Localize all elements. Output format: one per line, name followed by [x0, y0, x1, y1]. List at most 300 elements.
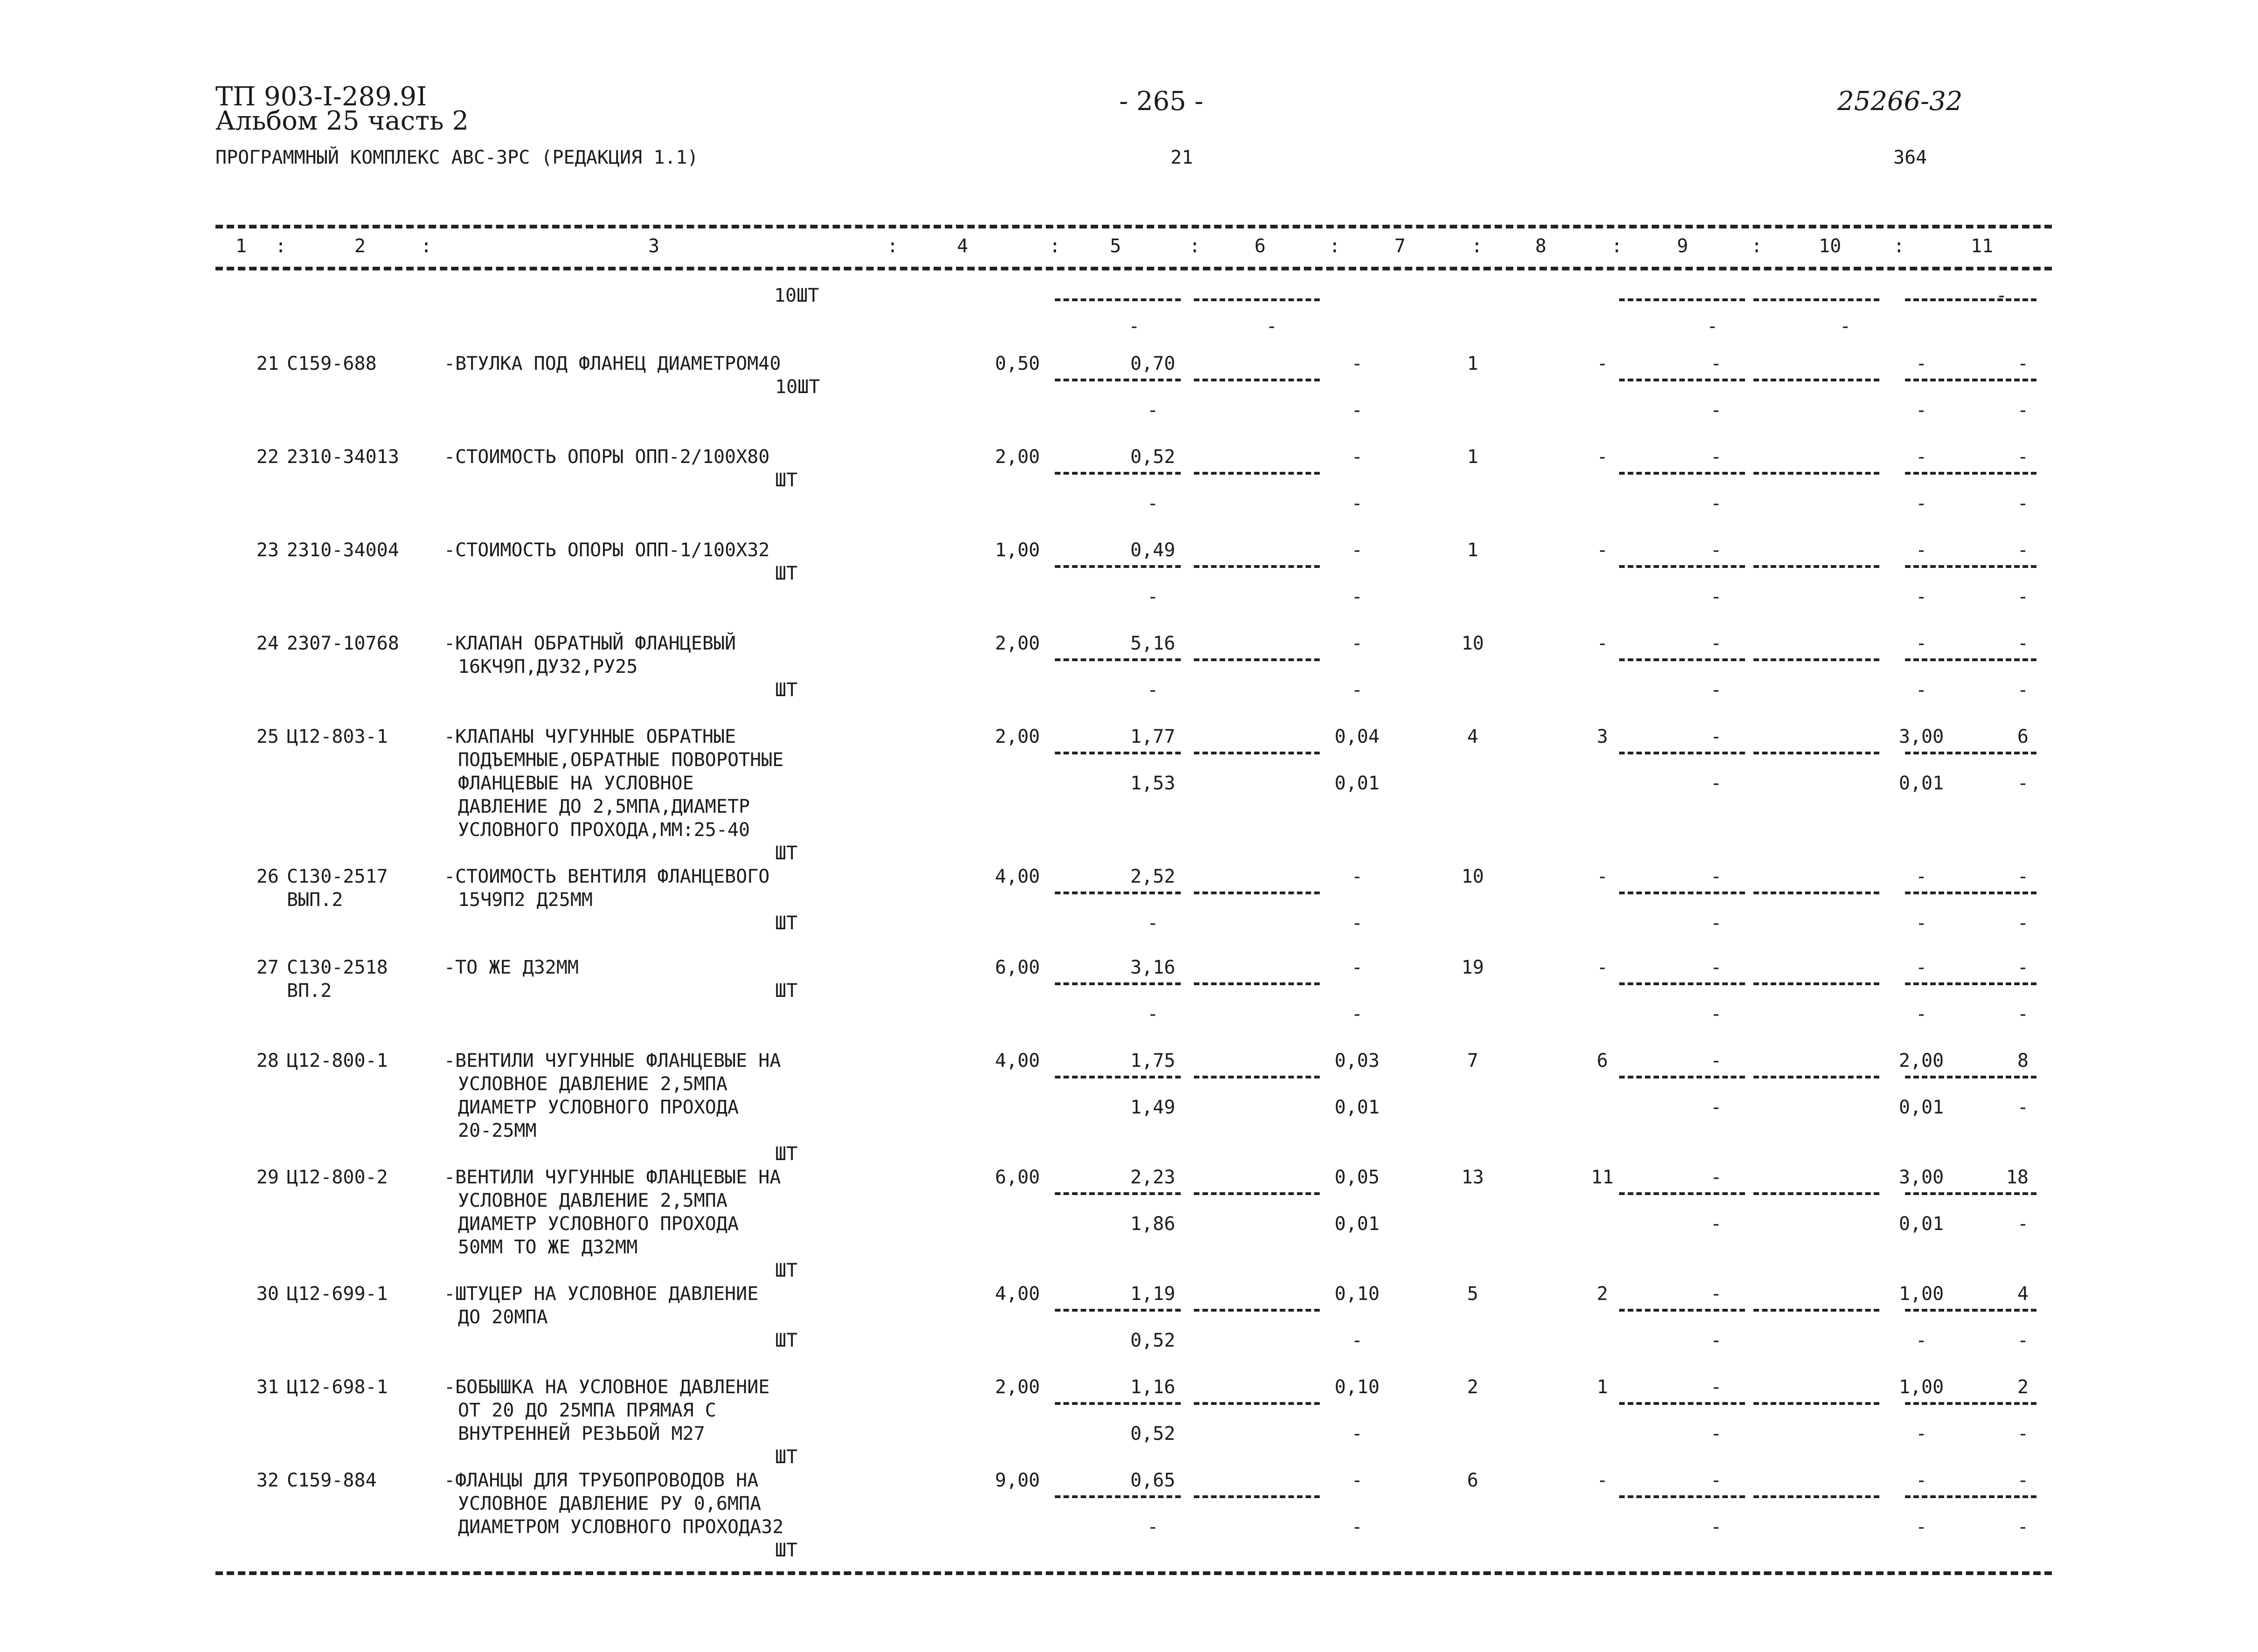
wages-cost: - — [1596, 353, 1608, 374]
subtotal-dashes — [1619, 1076, 1745, 1078]
subtotal-dashes — [1055, 1402, 1181, 1405]
operation-cost-secondary: - — [1351, 912, 1363, 934]
col10-value: 1,00 — [1898, 1283, 1944, 1305]
wages-cost: 11 — [1591, 1167, 1614, 1188]
resource-code: ВЫП.2 — [287, 889, 343, 911]
item-description: -ФЛАНЦЫ ДЛЯ ТРУБОПРОВОДОВ НА — [444, 1470, 759, 1491]
unit-cost: 5,16 — [1130, 633, 1176, 654]
col9-value: - — [1710, 1050, 1722, 1071]
operation-cost-secondary: - — [1351, 1423, 1363, 1445]
col9-secondary: - — [1710, 773, 1722, 794]
unit-cost-secondary: - — [1147, 912, 1159, 934]
subtotal-dashes — [1619, 1495, 1745, 1498]
unit-of-measure: ШТ — [775, 912, 798, 934]
col9-value: - — [1710, 957, 1722, 978]
item-description: -КЛАПАНЫ ЧУГУННЫЕ ОБРАТНЫЕ — [444, 726, 736, 747]
unit-cost-secondary: - — [1147, 679, 1159, 701]
subtotal-dashes — [1194, 379, 1320, 381]
col11-value: 4 — [2017, 1283, 2029, 1305]
unit-of-measure: ШТ — [775, 1260, 798, 1281]
operation-cost-secondary: 0,01 — [1334, 1097, 1380, 1118]
subtotal-dashes — [1619, 982, 1745, 985]
empty-value-mark: - — [1129, 316, 1140, 337]
col10-value: - — [1915, 1470, 1927, 1491]
item-description: -СТОИМОСТЬ ВЕНТИЛЯ ФЛАНЦЕВОГО — [444, 866, 770, 887]
col11-secondary: - — [2017, 1097, 2029, 1118]
subtotal-dashes — [1753, 892, 1879, 894]
operation-cost-secondary: - — [1351, 1003, 1363, 1025]
subtotal-dashes — [1753, 1495, 1879, 1498]
col9-secondary: - — [1710, 400, 1722, 421]
resource-code: Ц12-800-2 — [287, 1167, 388, 1188]
subtotal-dashes — [1194, 892, 1320, 894]
total-cost: 13 — [1461, 1167, 1484, 1188]
resource-code: 2307-10768 — [287, 633, 399, 654]
resource-code: Ц12-800-1 — [287, 1050, 388, 1071]
col10-secondary: - — [1915, 400, 1927, 421]
col11-secondary: - — [2017, 1213, 2029, 1235]
col9-secondary: - — [1710, 1097, 1722, 1118]
col10-secondary: - — [1915, 679, 1927, 701]
sheet-number: 21 — [1171, 147, 1193, 168]
resource-code: 2310-34004 — [287, 539, 399, 561]
subtotal-dashes — [1194, 752, 1320, 754]
item-description: 20-25ММ — [458, 1120, 537, 1141]
col11-secondary: - — [2017, 1330, 2029, 1351]
subtotal-dashes — [1055, 472, 1181, 475]
column-header-2: 2 — [354, 235, 366, 257]
operation-cost: 0,05 — [1334, 1167, 1380, 1188]
operation-cost: 0,03 — [1334, 1050, 1380, 1071]
col9-secondary: - — [1710, 1423, 1722, 1445]
subtotal-dashes — [1619, 658, 1745, 661]
item-description: -ВТУЛКА ПОД ФЛАНЕЦ ДИАМЕТРОМ40 — [444, 353, 781, 374]
row-number: 24 — [256, 633, 279, 654]
col11-value: - — [2017, 539, 2029, 561]
item-description: ДИАМЕТРОМ УСЛОВНОГО ПРОХОДА32 — [458, 1516, 784, 1538]
continuation-unit: 10ШТ — [774, 285, 819, 306]
unit-of-measure: ШТ — [775, 563, 798, 584]
col10-secondary: - — [1915, 586, 1927, 608]
col10-secondary: 0,01 — [1898, 773, 1944, 794]
column-header-rule — [215, 267, 2052, 270]
wages-cost: 6 — [1596, 1050, 1608, 1071]
subtotal-dashes — [1753, 1309, 1879, 1312]
subtotal-dashes — [1905, 658, 2036, 661]
empty-value-mark: - — [1707, 316, 1718, 337]
total-cost: 4 — [1467, 726, 1479, 747]
col11-secondary: - — [2017, 1423, 2029, 1445]
row-number: 26 — [256, 866, 279, 887]
quantity: 6,00 — [995, 957, 1040, 978]
quantity: 2,00 — [995, 446, 1040, 468]
wages-cost: - — [1596, 1470, 1608, 1491]
total-cost: 6 — [1467, 1470, 1479, 1491]
col11-value: 6 — [2017, 726, 2029, 747]
column-separator: : — [887, 235, 899, 257]
col11-secondary: - — [2017, 912, 2029, 934]
column-header-3: 3 — [648, 235, 660, 257]
subtotal-dashes — [1753, 752, 1879, 754]
operation-cost-secondary: - — [1351, 1330, 1363, 1351]
operation-cost: - — [1351, 866, 1363, 887]
operation-cost: - — [1351, 957, 1363, 978]
row-number: 21 — [256, 353, 279, 374]
col11-secondary: - — [2017, 1003, 2029, 1025]
unit-cost: 2,52 — [1130, 866, 1176, 887]
col11-value: 18 — [2006, 1167, 2029, 1188]
wages-cost: - — [1596, 539, 1608, 561]
subtotal-dashes — [1905, 379, 2036, 381]
unit-cost: 0,65 — [1130, 1470, 1176, 1491]
item-description: 50ММ ТО ЖЕ Д32ММ — [458, 1237, 638, 1258]
subtotal-dashes — [1753, 298, 1879, 301]
unit-of-measure: ШТ — [775, 470, 798, 491]
col9-value: - — [1710, 726, 1722, 747]
subtotal-dashes — [1905, 1309, 2036, 1312]
resource-code: Ц12-803-1 — [287, 726, 388, 747]
column-separator: : — [1611, 235, 1623, 257]
quantity: 0,50 — [995, 353, 1040, 374]
unit-cost: 3,16 — [1130, 957, 1176, 978]
resource-code: Ц12-699-1 — [287, 1283, 388, 1305]
item-description: -БОБЫШКА НА УСЛОВНОЕ ДАВЛЕНИЕ — [444, 1376, 770, 1398]
quantity: 6,00 — [995, 1167, 1040, 1188]
col10-secondary: 0,01 — [1898, 1097, 1944, 1118]
subtotal-dashes — [1619, 298, 1745, 301]
total-cost: 2 — [1467, 1376, 1479, 1398]
subtotal-dashes — [1619, 892, 1745, 894]
subtotal-dashes — [1055, 752, 1181, 754]
unit-cost-secondary: 1,86 — [1130, 1213, 1176, 1235]
col10-value: - — [1915, 539, 1927, 561]
subtotal-dashes — [1055, 1495, 1181, 1498]
page-number: - 265 - — [1119, 86, 1204, 117]
col9-value: - — [1710, 353, 1722, 374]
item-description: ДО 20МПА — [458, 1306, 548, 1328]
operation-cost: - — [1351, 353, 1363, 374]
col9-value: - — [1710, 633, 1722, 654]
unit-cost-secondary: 1,49 — [1130, 1097, 1176, 1118]
subtotal-dashes — [1194, 982, 1320, 985]
total-cost: 19 — [1461, 957, 1484, 978]
operation-cost: - — [1351, 446, 1363, 468]
item-description: ОТ 20 ДО 25МПА ПРЯМАЯ С — [458, 1400, 716, 1421]
total-cost: 1 — [1467, 539, 1479, 561]
subtotal-dashes — [1619, 1402, 1745, 1405]
total-cost: 1 — [1467, 446, 1479, 468]
subtotal-dashes — [1194, 565, 1320, 568]
quantity: 4,00 — [995, 866, 1040, 887]
operation-cost-secondary: - — [1351, 586, 1363, 608]
item-description: УСЛОВНОЕ ДАВЛЕНИЕ 2,5МПА — [458, 1073, 727, 1095]
table-bottom-rule — [215, 1571, 2052, 1575]
sheet-total: 364 — [1893, 147, 1927, 168]
col9-secondary: - — [1710, 1516, 1722, 1538]
subtotal-dashes — [1619, 1192, 1745, 1195]
subtotal-dashes — [1905, 1192, 2036, 1195]
wages-cost: - — [1596, 957, 1608, 978]
col11-value: - — [2017, 353, 2029, 374]
subtotal-dashes — [1619, 379, 1745, 381]
row-number: 29 — [256, 1167, 279, 1188]
col10-secondary: - — [1915, 912, 1927, 934]
column-header-7: 7 — [1394, 235, 1406, 257]
column-header-11: 11 — [1971, 235, 1994, 257]
total-cost: 7 — [1467, 1050, 1479, 1071]
subtotal-dashes — [1055, 1192, 1181, 1195]
col10-value: - — [1915, 446, 1927, 468]
col10-secondary: - — [1915, 1516, 1927, 1538]
empty-value-mark: - — [1266, 316, 1278, 337]
col10-secondary: - — [1915, 1003, 1927, 1025]
subtotal-dashes — [1194, 1076, 1320, 1078]
resource-code: Ц12-698-1 — [287, 1376, 388, 1398]
item-description: 16КЧ9П,ДУ32,РУ25 — [458, 656, 638, 677]
col9-secondary: - — [1710, 1330, 1722, 1351]
col11-value: - — [2017, 1470, 2029, 1491]
column-header-10: 10 — [1819, 235, 1842, 257]
item-description: ФЛАНЦЕВЫЕ НА УСЛОВНОЕ — [458, 773, 694, 794]
item-description: УСЛОВНОЕ ДАВЛЕНИЕ 2,5МПА — [458, 1190, 727, 1211]
quantity: 4,00 — [995, 1050, 1040, 1071]
operation-cost: 0,10 — [1334, 1376, 1380, 1398]
subtotal-dashes — [1619, 752, 1745, 754]
col10-value: - — [1915, 633, 1927, 654]
item-description: ДАВЛЕНИЕ ДО 2,5МПА,ДИАМЕТР — [458, 796, 750, 817]
wages-cost: 1 — [1596, 1376, 1608, 1398]
subtotal-dashes — [1055, 1076, 1181, 1078]
col9-value: - — [1710, 1470, 1722, 1491]
subtotal-dashes — [1619, 565, 1745, 568]
operation-cost-secondary: - — [1351, 493, 1363, 514]
column-separator: : — [1189, 235, 1201, 257]
col9-value: - — [1710, 1167, 1722, 1188]
item-description: 15Ч9П2 Д25ММ — [458, 889, 593, 911]
row-number: 27 — [256, 957, 279, 978]
subtotal-dashes — [1753, 379, 1879, 381]
empty-value-mark: - — [1840, 316, 1851, 337]
col10-value: - — [1915, 957, 1927, 978]
row-number: 22 — [256, 446, 279, 468]
subtotal-dashes — [1905, 982, 2036, 985]
wages-cost: - — [1596, 446, 1608, 468]
wages-cost: 3 — [1596, 726, 1608, 747]
subtotal-dashes — [1055, 982, 1181, 985]
unit-of-measure: ШТ — [775, 1540, 798, 1561]
col9-secondary: - — [1710, 912, 1722, 934]
item-description: -ВЕНТИЛИ ЧУГУННЫЕ ФЛАНЦЕВЫЕ НА — [444, 1167, 781, 1188]
col11-value: - — [2017, 446, 2029, 468]
subtotal-dashes — [1194, 1309, 1320, 1312]
unit-of-measure: ШТ — [775, 1446, 798, 1468]
wages-cost: - — [1596, 633, 1608, 654]
resource-code: ВП.2 — [287, 980, 332, 1002]
col11-secondary: - — [2017, 679, 2029, 701]
program-title: ПРОГРАММНЫЙ КОМПЛЕКС АВС-ЗРС (РЕДАКЦИЯ 1.1) — [215, 147, 699, 168]
item-description: -ВЕНТИЛИ ЧУГУННЫЕ ФЛАНЦЕВЫЕ НА — [444, 1050, 781, 1071]
col9-secondary: - — [1710, 1213, 1722, 1235]
operation-cost-secondary: - — [1351, 1516, 1363, 1538]
subtotal-dashes — [1905, 472, 2036, 475]
row-number: 31 — [256, 1376, 279, 1398]
col10-value: 3,00 — [1898, 1167, 1944, 1188]
subtotal-dashes — [1905, 298, 2036, 301]
subtotal-dashes — [1753, 472, 1879, 475]
col11-value: - — [2017, 633, 2029, 654]
operation-cost: - — [1351, 539, 1363, 561]
subtotal-dashes — [1194, 472, 1320, 475]
subtotal-dashes — [1905, 1495, 2036, 1498]
item-description: -ТО ЖЕ Д32ММ — [444, 957, 579, 978]
document-code: ТП 903-I-289.9I — [215, 82, 427, 112]
resource-code: С130-2518 — [287, 957, 388, 978]
unit-cost-secondary: - — [1147, 1003, 1159, 1025]
column-separator: : — [275, 235, 287, 257]
col11-value: 8 — [2017, 1050, 2029, 1071]
subtotal-dashes — [1055, 1309, 1181, 1312]
col11-secondary: - — [2017, 586, 2029, 608]
col10-secondary: - — [1915, 493, 1927, 514]
col9-value: - — [1710, 446, 1722, 468]
subtotal-dashes — [1055, 298, 1181, 301]
column-header-6: 6 — [1254, 235, 1266, 257]
row-number: 23 — [256, 539, 279, 561]
item-description: ВНУТРЕННЕЙ РЕЗЬБОЙ М27 — [458, 1423, 705, 1445]
operation-cost: 0,04 — [1334, 726, 1380, 747]
quantity: 2,00 — [995, 726, 1040, 747]
unit-cost: 2,23 — [1130, 1167, 1176, 1188]
item-description: -СТОИМОСТЬ ОПОРЫ ОПП-2/100Х80 — [444, 446, 770, 468]
subtotal-dashes — [1055, 658, 1181, 661]
row-number: 25 — [256, 726, 279, 747]
unit-cost: 1,75 — [1130, 1050, 1176, 1071]
subtotal-dashes — [1905, 1402, 2036, 1405]
subtotal-dashes — [1194, 1495, 1320, 1498]
quantity: 2,00 — [995, 1376, 1040, 1398]
total-cost: 5 — [1467, 1283, 1479, 1305]
col9-value: - — [1710, 866, 1722, 887]
subtotal-dashes — [1905, 752, 2036, 754]
column-header-4: 4 — [957, 235, 969, 257]
unit-cost-secondary: 1,53 — [1130, 773, 1176, 794]
resource-code: С159-688 — [287, 353, 377, 374]
unit-cost: 1,19 — [1130, 1283, 1176, 1305]
item-description: -ШТУЦЕР НА УСЛОВНОЕ ДАВЛЕНИЕ — [444, 1283, 759, 1305]
quantity: 2,00 — [995, 633, 1040, 654]
item-description: -КЛАПАН ОБРАТНЫЙ ФЛАНЦЕВЫЙ — [444, 633, 736, 654]
unit-cost: 0,49 — [1130, 539, 1176, 561]
subtotal-dashes — [1619, 472, 1745, 475]
resource-code: С159-884 — [287, 1470, 377, 1491]
album-label: Альбом 25 часть 2 — [215, 106, 469, 136]
col10-value: 2,00 — [1898, 1050, 1944, 1071]
subtotal-dashes — [1055, 379, 1181, 381]
empty-value-mark: - — [1996, 285, 2008, 306]
item-description: ДИАМЕТР УСЛОВНОГО ПРОХОДА — [458, 1097, 739, 1118]
col11-secondary: - — [2017, 400, 2029, 421]
column-separator: : — [1893, 235, 1905, 257]
col10-value: - — [1915, 353, 1927, 374]
wages-cost: - — [1596, 866, 1608, 887]
col9-secondary: - — [1710, 1003, 1722, 1025]
total-cost: 10 — [1461, 633, 1484, 654]
column-header-5: 5 — [1110, 235, 1122, 257]
subtotal-dashes — [1753, 1076, 1879, 1078]
operation-cost: - — [1351, 1470, 1363, 1491]
resource-code: С130-2517 — [287, 866, 388, 887]
operation-cost-secondary: - — [1351, 400, 1363, 421]
column-header-9: 9 — [1677, 235, 1689, 257]
subtotal-dashes — [1753, 982, 1879, 985]
col10-secondary: - — [1915, 1330, 1927, 1351]
subtotal-dashes — [1055, 892, 1181, 894]
unit-of-measure: ШТ — [775, 1330, 798, 1351]
subtotal-dashes — [1194, 1402, 1320, 1405]
col10-secondary: 0,01 — [1898, 1213, 1944, 1235]
quantity: 1,00 — [995, 539, 1040, 561]
col10-secondary: - — [1915, 1423, 1927, 1445]
col9-value: - — [1710, 1376, 1722, 1398]
subtotal-dashes — [1753, 565, 1879, 568]
unit-cost-secondary: - — [1147, 493, 1159, 514]
col9-secondary: - — [1710, 586, 1722, 608]
quantity: 4,00 — [995, 1283, 1040, 1305]
unit-cost: 1,16 — [1130, 1376, 1176, 1398]
col11-secondary: - — [2017, 1516, 2029, 1538]
operation-cost-secondary: 0,01 — [1334, 1213, 1380, 1235]
unit-cost-secondary: - — [1147, 400, 1159, 421]
item-description: УСЛОВНОГО ПРОХОДА,ММ:25-40 — [458, 819, 750, 841]
col11-value: - — [2017, 866, 2029, 887]
unit-cost-secondary: - — [1147, 586, 1159, 608]
subtotal-dashes — [1905, 892, 2036, 894]
subtotal-dashes — [1753, 1192, 1879, 1195]
subtotal-dashes — [1619, 1309, 1745, 1312]
col9-secondary: - — [1710, 679, 1722, 701]
total-cost: 1 — [1467, 353, 1479, 374]
column-separator: : — [1049, 235, 1061, 257]
unit-cost-secondary: 0,52 — [1130, 1330, 1176, 1351]
column-separator: : — [1751, 235, 1763, 257]
item-description: -СТОИМОСТЬ ОПОРЫ ОПП-1/100Х32 — [444, 539, 770, 561]
item-description: ДИАМЕТР УСЛОВНОГО ПРОХОДА — [458, 1213, 739, 1235]
column-header-8: 8 — [1535, 235, 1547, 257]
subtotal-dashes — [1194, 298, 1320, 301]
col11-value: - — [2017, 957, 2029, 978]
item-description: ПОДЪЕМНЫЕ,ОБРАТНЫЕ ПОВОРОТНЫЕ — [458, 749, 784, 771]
column-separator: : — [1329, 235, 1341, 257]
wages-cost: 2 — [1596, 1283, 1608, 1305]
unit-cost: 1,77 — [1130, 726, 1176, 747]
col9-value: - — [1710, 539, 1722, 561]
subtotal-dashes — [1194, 658, 1320, 661]
archive-stamp: 25266-32 — [1837, 86, 1963, 117]
column-header-1: 1 — [235, 235, 247, 257]
subtotal-dashes — [1055, 565, 1181, 568]
col11-value: 2 — [2017, 1376, 2029, 1398]
row-number: 30 — [256, 1283, 279, 1305]
unit-cost: 0,70 — [1130, 353, 1176, 374]
col10-value: 1,00 — [1898, 1376, 1944, 1398]
quantity: 9,00 — [995, 1470, 1040, 1491]
unit-of-measure: ШТ — [775, 843, 798, 864]
unit-of-measure: ШТ — [775, 980, 798, 1002]
unit-of-measure: ШТ — [775, 679, 798, 701]
unit-cost-secondary: - — [1147, 1516, 1159, 1538]
resource-code: 2310-34013 — [287, 446, 399, 468]
subtotal-dashes — [1753, 658, 1879, 661]
